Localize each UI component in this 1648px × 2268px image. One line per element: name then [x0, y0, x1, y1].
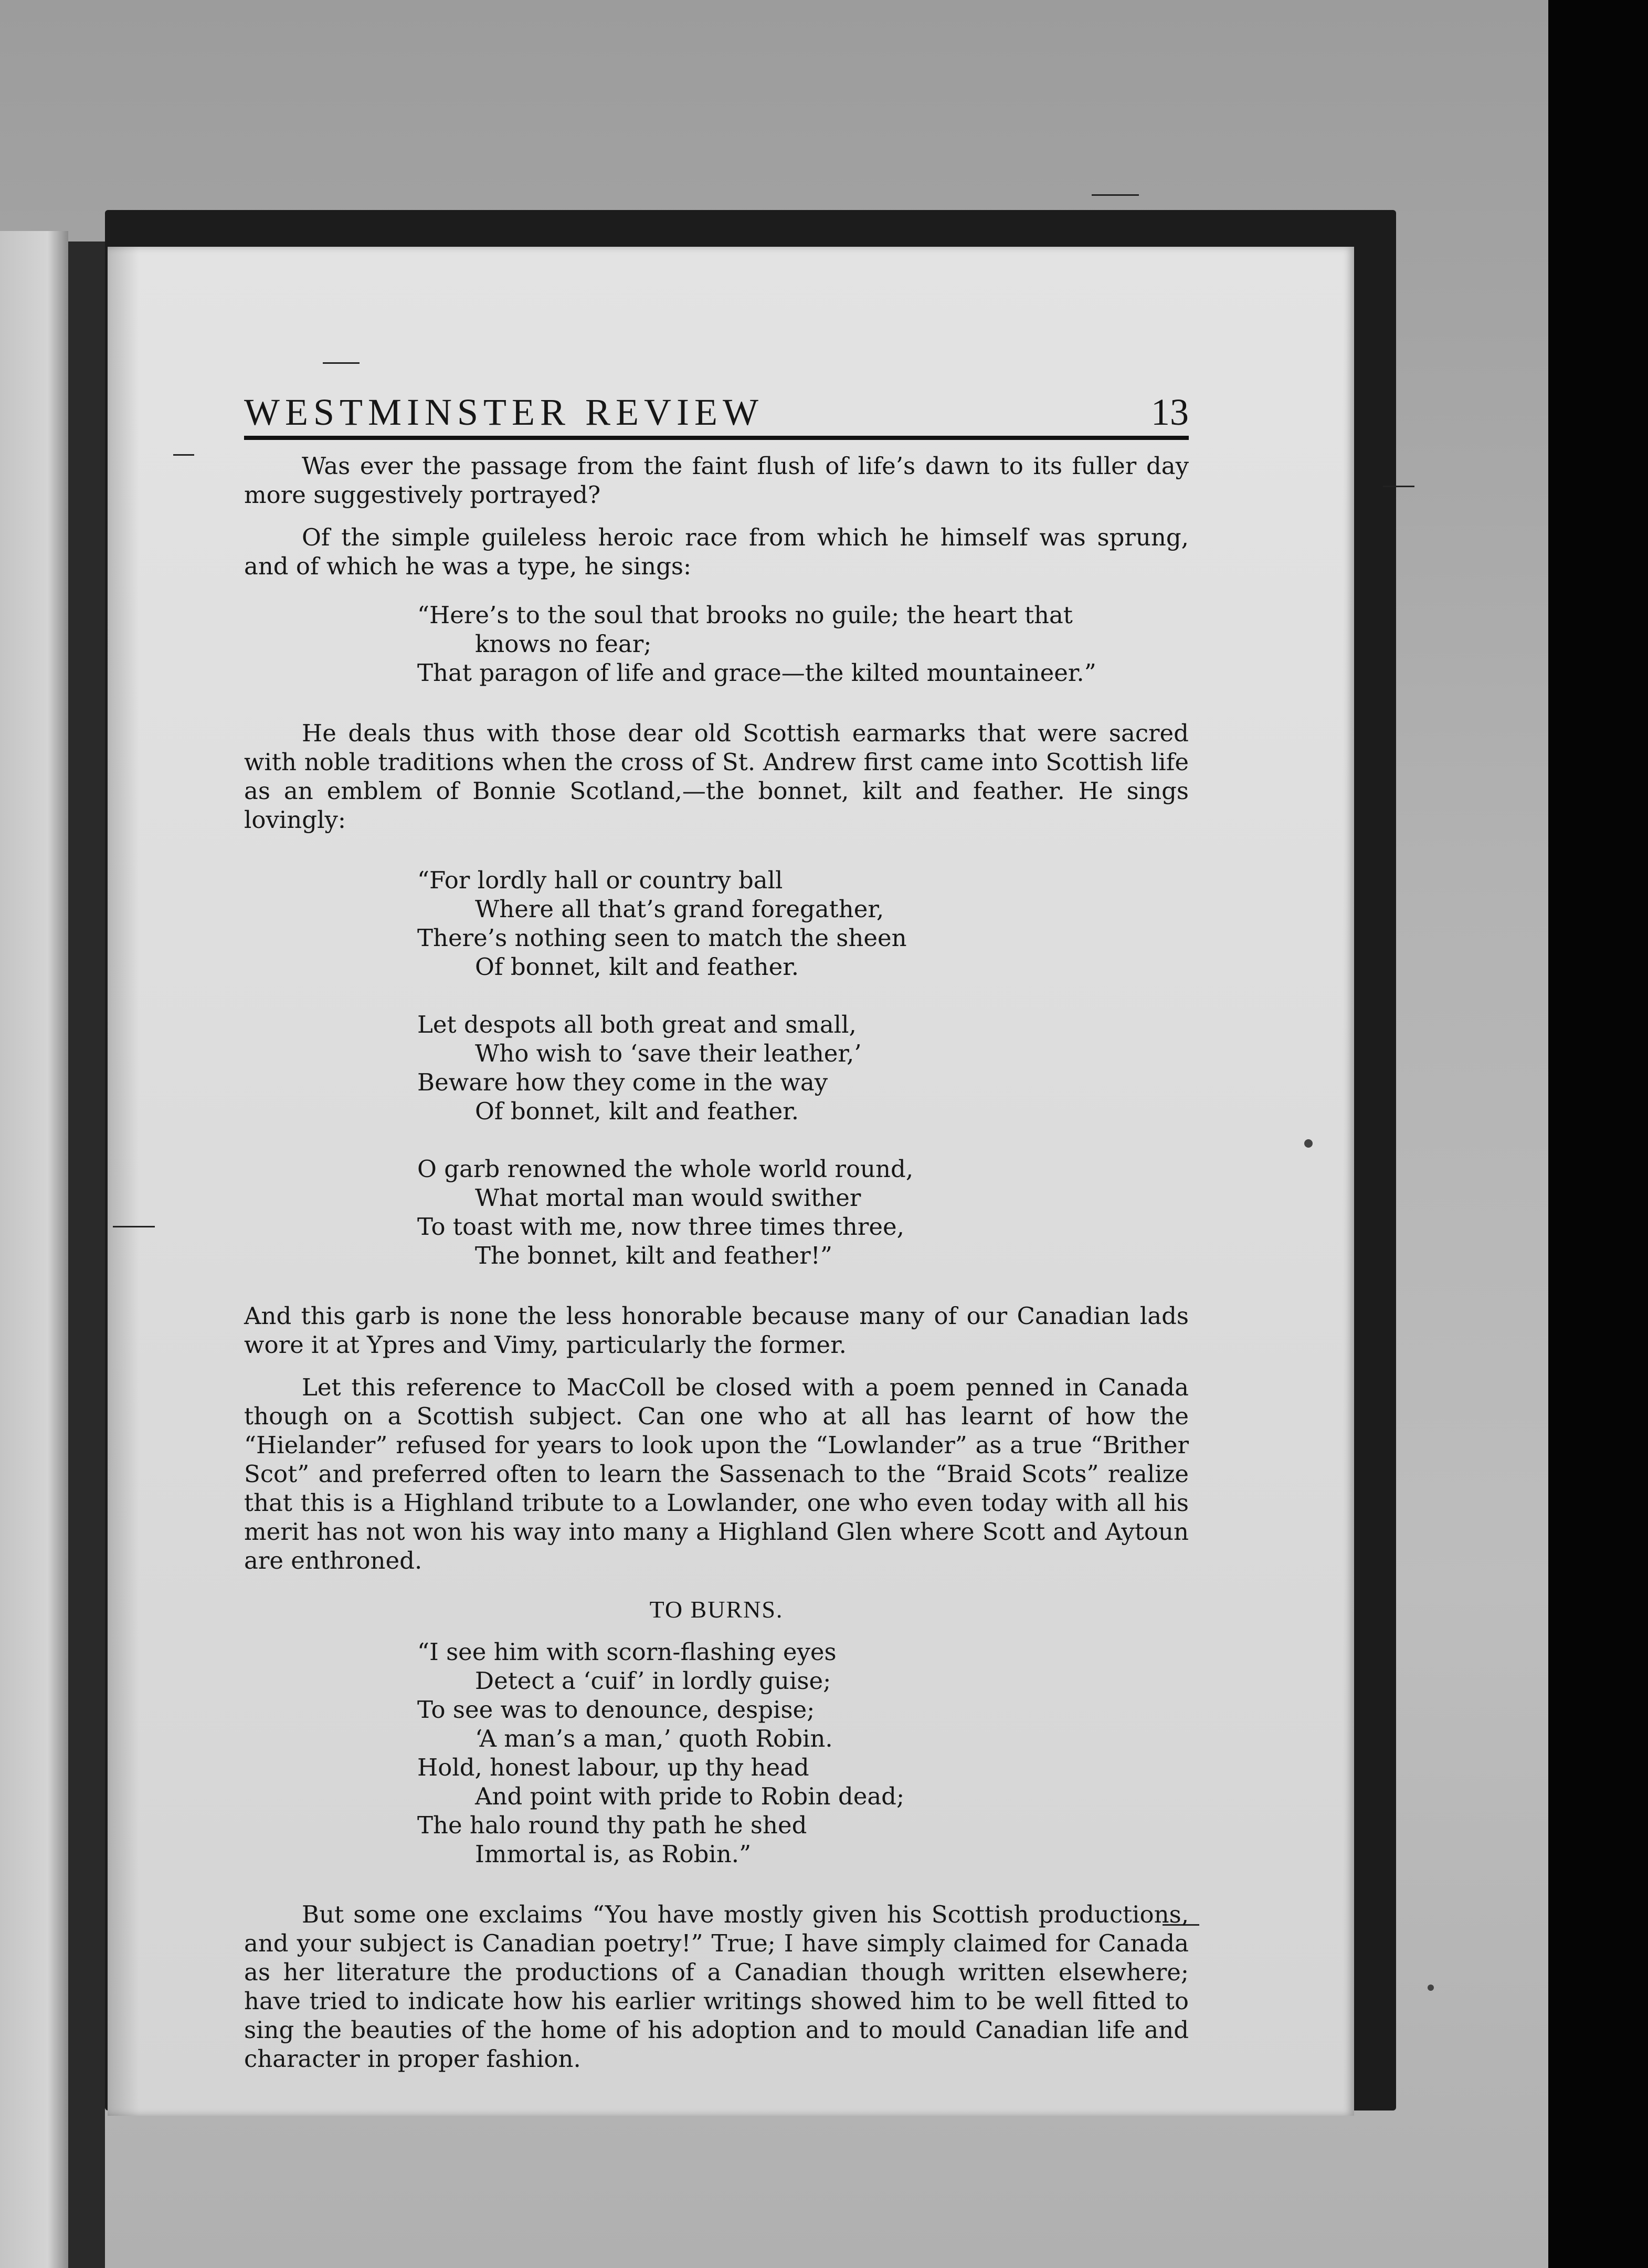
verse-line: That paragon of life and grace—the kilted mountaineer.”: [417, 659, 1096, 687]
scan-spot: [1428, 1984, 1434, 1991]
paragraph: Let this reference to MacColl be closed with a poem penned in Canada though on a Scottish subject. Can one who at all has learnt of how the “Hielander” refused for years to look upon the “Lowlander” as a true “Brither Scot” and preferred often to learn the Sassenach to the “Braid Scots” realize that this is a Highland tribute to a Lowlander, one who even today with all his merit has not won his way into many a Highland Glen where Scott and Aytoun are enthroned.: [244, 1373, 1189, 1574]
verse-line: Where all that’s grand foregather,: [475, 895, 884, 923]
gutter-shadow: [108, 247, 139, 2116]
page-number: 13: [1151, 391, 1189, 433]
scan-mark: [1092, 194, 1139, 196]
paragraph: Was ever the passage from the faint flush of life’s dawn to its fuller day more suggestively portrayed?: [244, 452, 1189, 509]
verse-line: Of bonnet, kilt and feather.: [475, 953, 799, 981]
text-block: [244, 388, 1189, 2073]
verse-line: Beware how they come in the way: [417, 1068, 828, 1096]
verse-line: “For lordly hall or country ball: [417, 866, 783, 894]
stanza: [417, 1010, 1189, 1126]
scan-mark: [173, 454, 194, 456]
facing-page-edge: [0, 231, 68, 2268]
verse-line: To toast with me, now three times three,: [417, 1213, 904, 1241]
scan-spot: [1304, 1139, 1313, 1148]
stanza: [417, 866, 1189, 981]
verse-line: And point with pride to Robin dead;: [475, 1782, 905, 1810]
scan-mark: [1383, 486, 1414, 487]
verse-line: Detect a ‘cuif’ in lordly guise;: [475, 1667, 831, 1695]
scan-mark: [113, 1226, 155, 1227]
verse-block: [417, 1637, 1189, 1868]
scan-mark: [323, 362, 360, 364]
verse-block: [417, 866, 1189, 1270]
journal-title: WESTMINSTER REVIEW: [244, 391, 764, 433]
scan-border-right: [1548, 0, 1648, 2268]
stanza: [417, 1154, 1189, 1270]
paragraph: And this garb is none the less honorable because many of our Canadian lads wore it at Ypres and Vimy, particularly the former.: [244, 1302, 1189, 1359]
verse-line: “I see him with scorn-flashing eyes: [417, 1638, 837, 1666]
verse-line: Who wish to ‘save their leather,’: [475, 1040, 862, 1067]
verse-block: [417, 601, 1189, 687]
verse-line: Immortal is, as Robin.”: [475, 1840, 752, 1868]
book-gutter: [68, 242, 105, 2268]
verse-line: To see was to denounce, despise;: [417, 1696, 815, 1724]
verse-line: The halo round thy path he shed: [417, 1811, 807, 1839]
verse-line: Of bonnet, kilt and feather.: [475, 1097, 799, 1125]
paragraph: Of the simple guileless heroic race from which he himself was sprung, and of which he was a type, he sings:: [244, 523, 1189, 580]
verse-line: There’s nothing seen to match the sheen: [417, 924, 907, 952]
running-head: [244, 388, 1189, 440]
poem-title: TO BURNS.: [649, 1596, 784, 1623]
verse-line: “Here’s to the soul that brooks no guile; the heart that: [417, 601, 1073, 629]
verse-line: ‘A man’s a man,’ quoth Robin.: [475, 1725, 833, 1752]
paragraph: But some one exclaims “You have mostly given his Scottish productions, and your subject is Canadian poetry!” True; I have simply claimed for Canada as her literature the productions of a Canadian though written elsewhere; have tried to indicate how his earlier writings showed him to be well fitted to sing the beauties of the home of his adoption and to mould Canadian life and character in proper fashion.: [244, 1900, 1189, 2073]
verse-line: Hold, honest labour, up thy head: [417, 1754, 809, 1781]
stanza: [417, 601, 1189, 687]
verse-line: Let despots all both great and small,: [417, 1011, 857, 1038]
stanza: [417, 1637, 1189, 1868]
verse-line: knows no fear;: [475, 630, 652, 658]
paragraph: He deals thus with those dear old Scottish earmarks that were sacred with noble traditions when the cross of St. Andrew first came into Scottish life as an emblem of Bonnie Scotland,—the bonnet, kilt and feather. He sings lovingly:: [244, 719, 1189, 834]
article-body: [244, 452, 1189, 2073]
verse-line: The bonnet, kilt and feather!”: [475, 1242, 832, 1269]
verse-line: O garb renowned the whole world round,: [417, 1155, 914, 1183]
verse-line: What mortal man would swither: [475, 1184, 861, 1212]
